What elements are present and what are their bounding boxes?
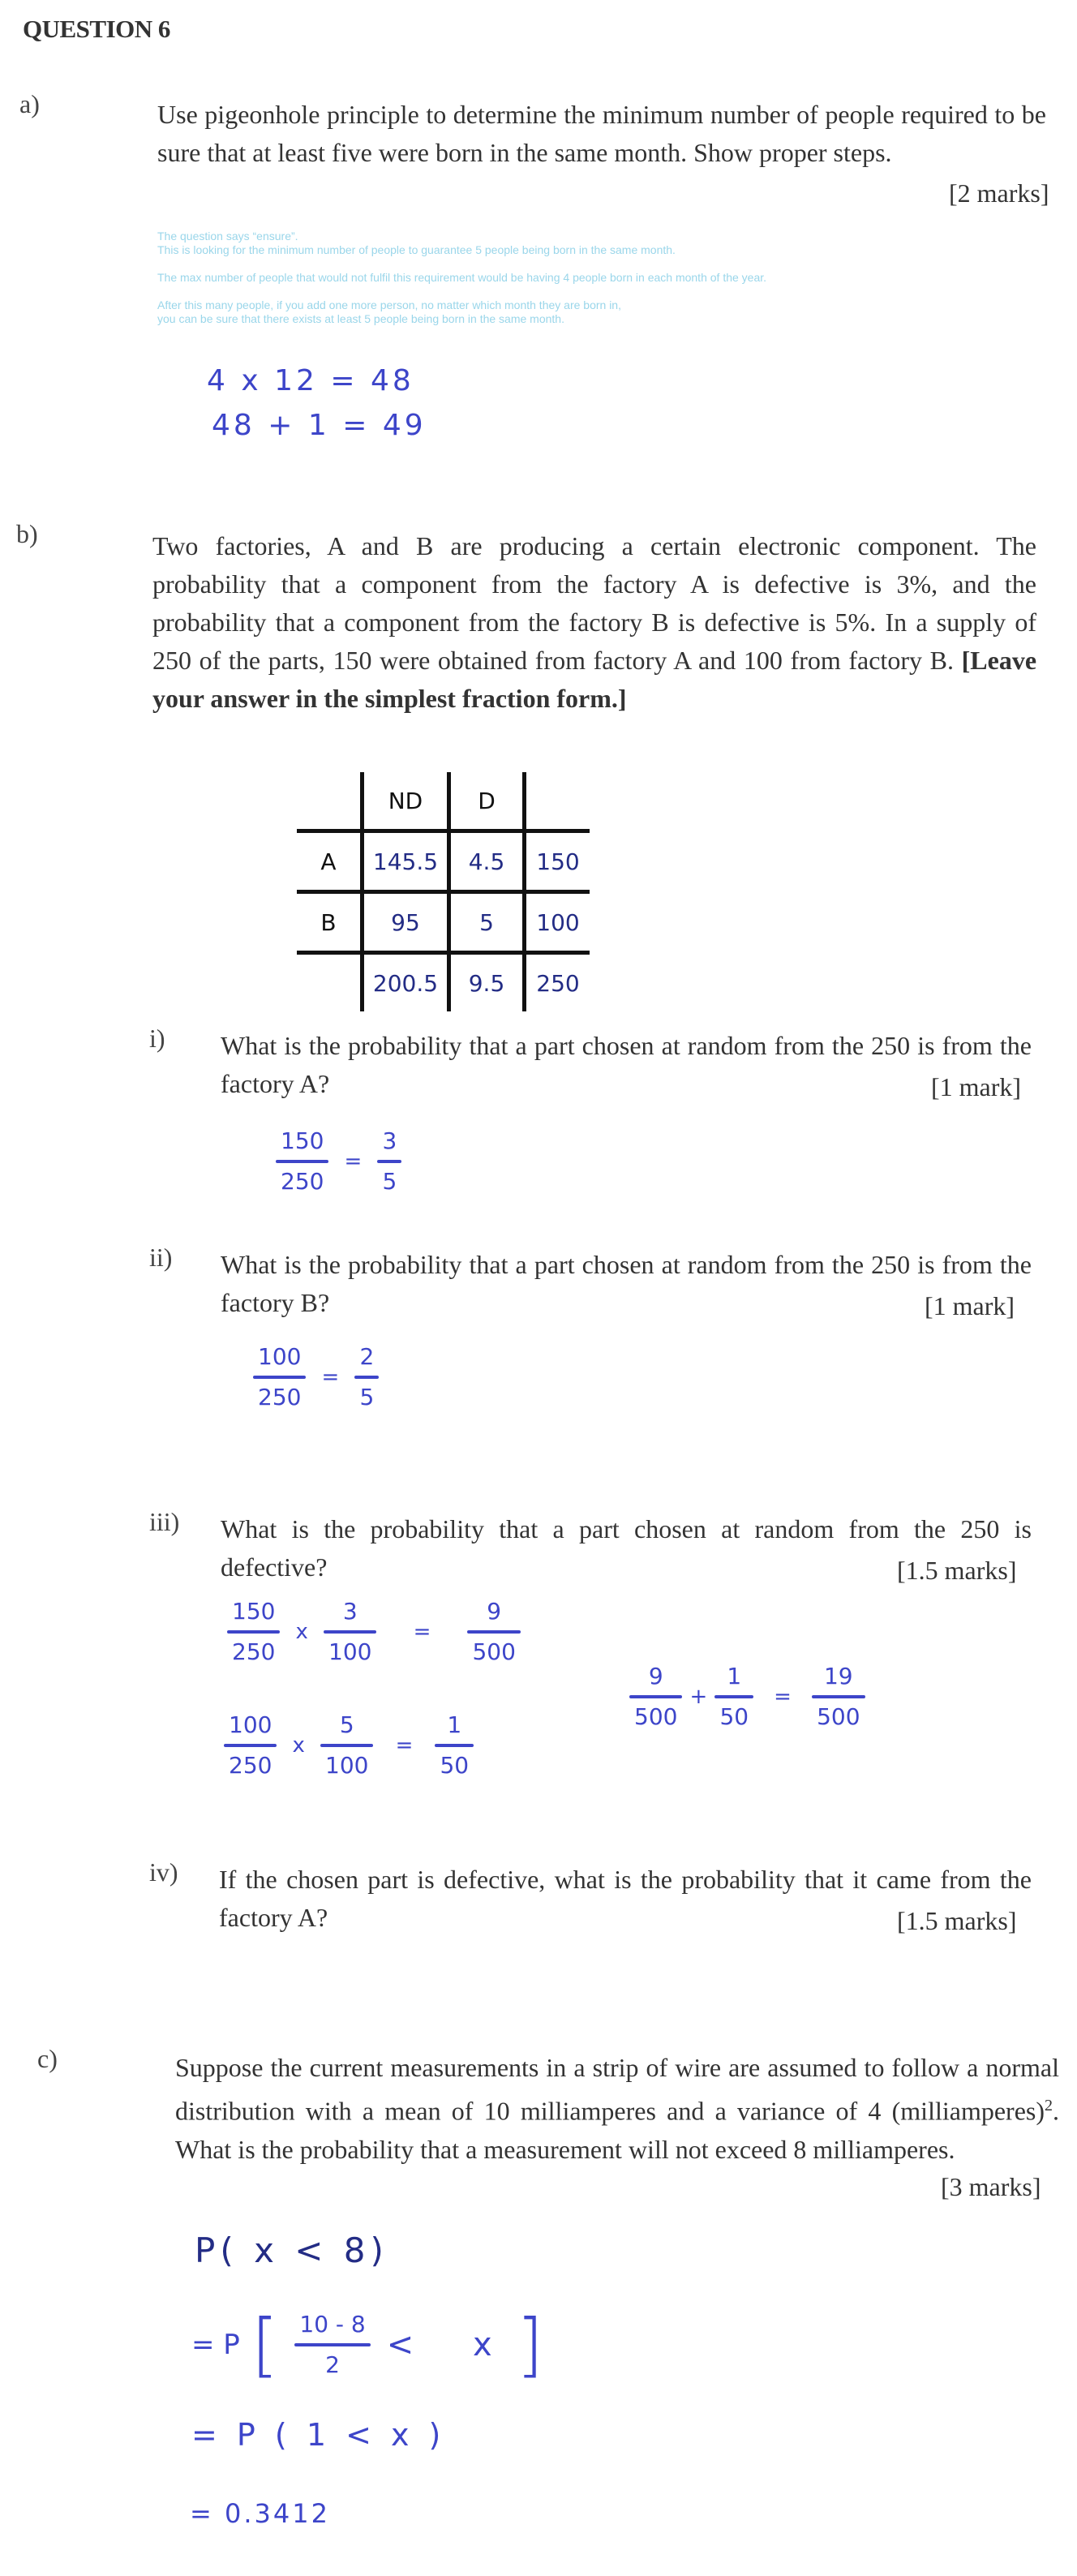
fraction: $\frac{150}{250}$ — [276, 1127, 328, 1196]
note-line: The question says “ensure”. — [157, 230, 298, 243]
subpart-ii-marks: [1 mark] — [925, 1291, 1015, 1320]
subpart-ii-work: $\frac{100}{250}$ = $\frac{2}{5}$ — [253, 1343, 379, 1411]
fraction: $\frac{100}{250}$ — [224, 1711, 277, 1780]
subpart-iii-work-line1: $\frac{150}{250}$ x $\frac{3}{100}$ = $\frac{9}{500}$ — [227, 1598, 521, 1666]
fraction: $\frac{3}{100}$ — [324, 1598, 376, 1666]
part-c-work-line3: = P ( 1 < x ) — [191, 2417, 446, 2453]
fraction: $\frac{10 - 8}{2}$ — [294, 2311, 370, 2379]
subpart-iii-marks: [1.5 marks] — [897, 1556, 1017, 1585]
fraction: $\frac{100}{250}$ — [253, 1343, 306, 1411]
fraction: $\frac{1}{50}$ — [435, 1711, 474, 1780]
table-cell: 145.5 — [363, 831, 449, 892]
subpart-iii-work-line2: $\frac{100}{250}$ x $\frac{5}{100}$ = $\frac{1}{50}$ — [224, 1711, 474, 1780]
part-a-label: a) — [19, 89, 40, 118]
subpart-i-marks: [1 mark] — [931, 1072, 1022, 1101]
row-label: B — [297, 892, 363, 953]
fraction: $\frac{9}{500}$ — [467, 1598, 520, 1666]
contingency-table — [297, 772, 590, 1011]
table-row — [297, 831, 590, 892]
part-a-question: Use pigeonhole principle to determine the minimum number of people required to be sure that at least five were born in the same month. Show proper steps. — [157, 100, 1046, 167]
subpart-iv-question: If the chosen part is defective, what is the probability that it came from the factory A? — [219, 1865, 1032, 1932]
table-cell: 95 — [363, 892, 449, 953]
fraction: $\frac{1}{50}$ — [714, 1663, 753, 1731]
table-cell: 100 — [525, 892, 590, 953]
fraction: $\frac{3}{5}$ — [377, 1127, 401, 1196]
part-b-label: b) — [16, 519, 38, 548]
fraction: $\frac{19}{500}$ — [812, 1663, 865, 1731]
subpart-iv-marks: [1.5 marks] — [897, 1906, 1017, 1935]
subpart-ii-question: What is the probability that a part chosen at random from the 250 is from the factory B? — [221, 1250, 1032, 1317]
subpart-iii-work-sum: $\frac{9}{500}$ + $\frac{1}{50}$ = $\frac{19}{500}$ — [629, 1663, 865, 1731]
table-cell: 9.5 — [449, 953, 525, 1012]
subpart-i-question: What is the probability that a part chosen at random from the 250 is from the factory A? — [221, 1031, 1032, 1098]
part-c-marks: [3 marks] — [941, 2172, 1041, 2201]
part-b-question — [152, 527, 1036, 718]
table-cell: 5 — [449, 892, 525, 953]
subpart-i-label: i) — [149, 1024, 165, 1053]
part-c-work-line4: = 0.3412 — [190, 2498, 330, 2529]
table-cell: 250 — [525, 953, 590, 1012]
part-b-instruction: [Leave your answer in the simplest fraction form.] — [152, 646, 1037, 713]
subpart-ii-label: ii) — [149, 1243, 173, 1272]
note-line: After this many people, if you add one more person, no matter which month they are born in, — [157, 298, 621, 311]
col-header-d: D — [449, 772, 525, 831]
note-line: The max number of people that would not fulfil this requirement would be having 4 people born in each month of the year. — [157, 271, 767, 284]
subpart-iv-label: iv) — [149, 1857, 178, 1887]
fraction: $\frac{150}{250}$ — [227, 1598, 280, 1666]
fraction: $\frac{9}{500}$ — [629, 1663, 682, 1731]
work-line: 48 + 1 = 49 — [212, 409, 427, 442]
part-c-question: Suppose the current measurements in a strip of wire are assumed to follow a normal distribution with a mean of 10 milliamperes and a variance of 4 (milliamperes)$^2$. What is the probability that a measurement will not exceed 8 milliamperes. — [175, 2053, 1059, 2164]
part-a-marks: [2 marks] — [949, 178, 1049, 208]
question-title: QUESTION 6 — [23, 15, 170, 43]
table-row — [297, 892, 590, 953]
table-cell: 200.5 — [363, 953, 449, 1012]
work-line: 4 x 12 = 48 — [207, 364, 414, 397]
fraction: $\frac{5}{100}$ — [320, 1711, 373, 1780]
subpart-iii-question: What is the probability that a part chosen at random from the 250 is defective? — [221, 1514, 1032, 1582]
table-cell: 4.5 — [449, 831, 525, 892]
note-line: you can be sure that there exists at least 5 people being born in the same month. — [157, 312, 564, 325]
row-label: A — [297, 831, 363, 892]
part-b-question-text: Two factories, A and B are producing a certain electronic component. The probability that a component from the factory A is defective is 3%, and the probability that a component from the factory B is defective is 5%. In a supply of 250 of the parts, 150 were obtained from factory A and 100 from factory B. — [152, 531, 1036, 675]
subpart-iii-label: iii) — [149, 1507, 180, 1536]
note-line: This is looking for the minimum number of people to guarantee 5 people being born in the same month. — [157, 243, 676, 256]
col-header-nd: ND — [363, 772, 449, 831]
fraction: $\frac{2}{5}$ — [354, 1343, 379, 1411]
part-a-work — [207, 358, 427, 448]
part-a-notes — [157, 230, 766, 326]
row-label — [297, 953, 363, 1012]
part-c-label: c) — [37, 2044, 58, 2073]
subpart-i-work: $\frac{150}{250}$ = $\frac{3}{5}$ — [276, 1127, 401, 1196]
part-c-work-line2: = P [ $\frac{10 - 8}{2}$ < x ] — [191, 2304, 544, 2385]
table-cell: 150 — [525, 831, 590, 892]
table-row — [297, 953, 590, 1012]
part-c-work-line1: P( x < 8) — [195, 2230, 388, 2270]
